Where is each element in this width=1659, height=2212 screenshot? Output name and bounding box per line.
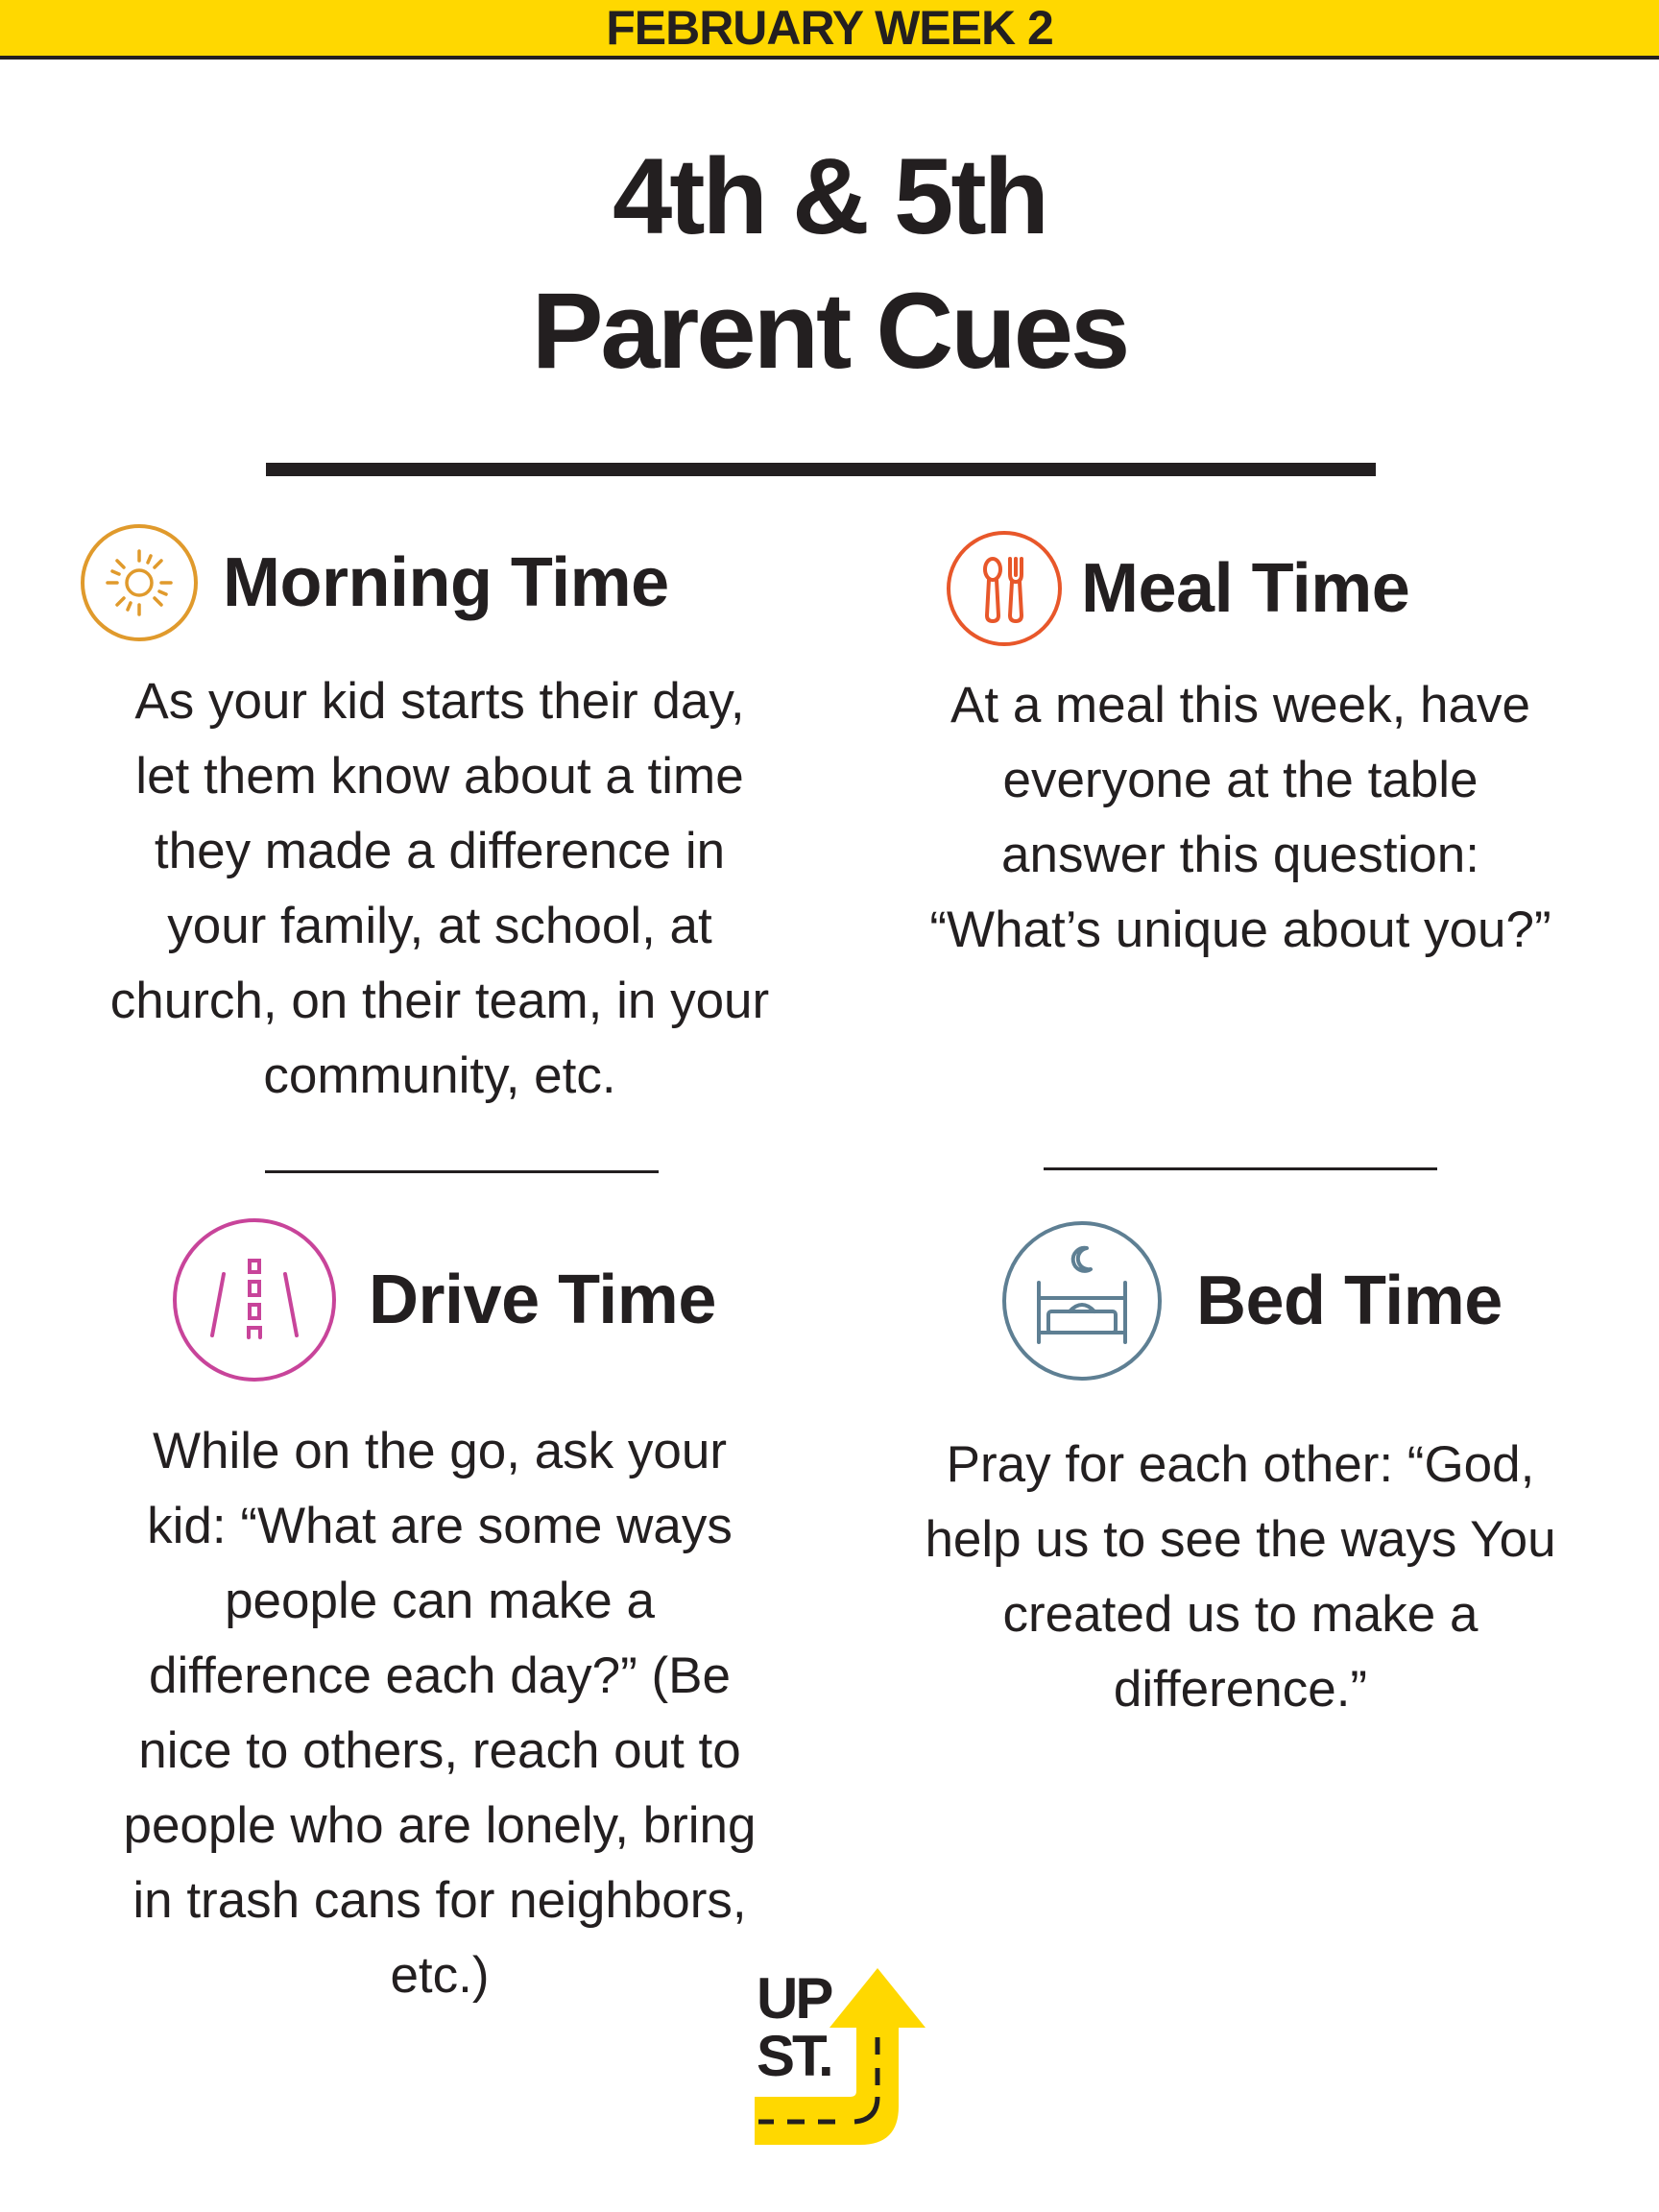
bed-time-header bbox=[1000, 1219, 1503, 1382]
text-line: “What’s unique about you?” bbox=[929, 902, 1551, 958]
text-line: answer this question: bbox=[1001, 827, 1479, 883]
drive-time-title: Drive Time bbox=[369, 1262, 716, 1338]
bed-time-text bbox=[876, 1428, 1605, 1727]
text-line: people can make a bbox=[225, 1573, 655, 1629]
meal-time-title: Meal Time bbox=[1081, 550, 1410, 627]
text-line: While on the go, ask your bbox=[152, 1423, 728, 1479]
text-line: As your kid starts their day, bbox=[134, 673, 745, 730]
text-line: difference.” bbox=[1113, 1661, 1368, 1718]
title-line-1: 4th & 5th bbox=[612, 136, 1047, 256]
header-banner bbox=[0, 0, 1659, 60]
logo-text-st: ST. bbox=[757, 2024, 831, 2088]
title-line-2: Parent Cues bbox=[531, 271, 1128, 391]
text-line: difference each day?” (Be bbox=[149, 1647, 731, 1704]
page-title bbox=[0, 130, 1659, 398]
morning-divider bbox=[265, 1170, 659, 1173]
bed-icon bbox=[1000, 1219, 1164, 1382]
text-line: in trash cans for neighbors, bbox=[132, 1872, 747, 1929]
drive-time-text bbox=[38, 1414, 841, 2013]
text-line: etc.) bbox=[390, 1947, 490, 2004]
text-line: your family, at school, at bbox=[167, 898, 712, 954]
meal-time-text bbox=[876, 668, 1605, 968]
text-line: community, etc. bbox=[263, 1047, 616, 1104]
logo-text-up: UP bbox=[757, 1968, 831, 2031]
banner-text: FEBRUARY WEEK 2 bbox=[606, 1, 1053, 55]
text-line: At a meal this week, have bbox=[950, 677, 1530, 733]
text-line: everyone at the table bbox=[1002, 752, 1479, 808]
text-line: people who are lonely, bring bbox=[123, 1797, 757, 1854]
text-line: they made a difference in bbox=[154, 823, 726, 879]
bed-time-title: Bed Time bbox=[1196, 1262, 1503, 1339]
title-divider bbox=[266, 463, 1376, 476]
meal-time-header bbox=[945, 529, 1409, 648]
text-line: church, on their team, in your bbox=[109, 973, 770, 1029]
text-line: help us to see the ways You bbox=[925, 1511, 1556, 1568]
road-icon bbox=[171, 1216, 338, 1383]
text-line: let them know about a time bbox=[135, 748, 744, 805]
text-line: created us to make a bbox=[1002, 1586, 1479, 1643]
text-line: nice to others, reach out to bbox=[138, 1722, 741, 1779]
meal-divider bbox=[1044, 1167, 1437, 1170]
utensils-icon bbox=[945, 529, 1064, 648]
text-line: kid: “What are some ways bbox=[147, 1498, 733, 1554]
morning-time-text bbox=[38, 664, 841, 1114]
sun-icon bbox=[79, 522, 200, 643]
drive-time-header bbox=[171, 1216, 716, 1383]
morning-time-title: Morning Time bbox=[223, 544, 669, 621]
upstreet-logo-icon bbox=[755, 1968, 927, 2145]
text-line: Pray for each other: “God, bbox=[946, 1436, 1535, 1493]
morning-time-header bbox=[79, 522, 669, 643]
